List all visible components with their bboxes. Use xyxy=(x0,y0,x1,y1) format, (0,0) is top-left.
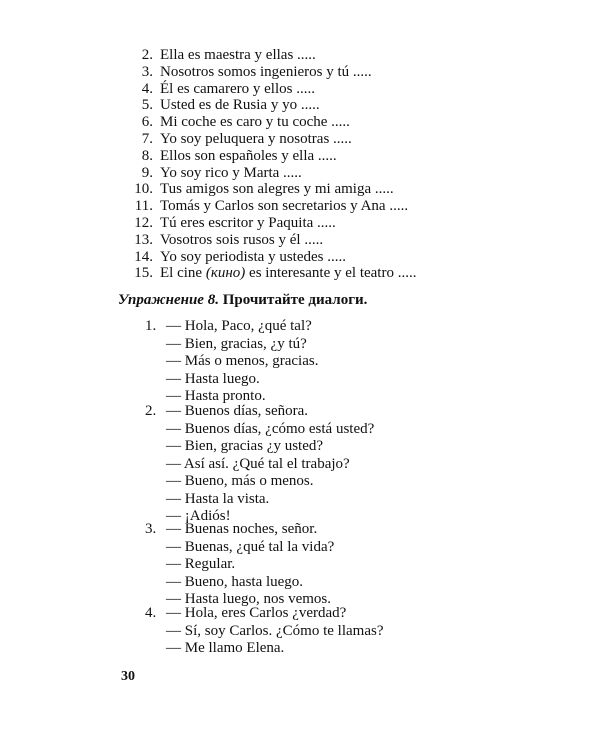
exercise-instruction: Прочитайте диалоги. xyxy=(222,292,368,308)
dialog-line: — Bueno, hasta luego. xyxy=(166,573,304,590)
item-number: 4. xyxy=(141,80,153,97)
item-text-gloss: (кино) xyxy=(205,265,246,282)
item-number: 6. xyxy=(141,114,153,131)
dialog-line: — Buenos días, señora. xyxy=(166,403,309,419)
dialog-line: — Buenas noches, señor. xyxy=(166,521,318,537)
item-text: Vosotros sois rusos y él ..... xyxy=(160,231,324,248)
exercise-label: Упражнение 8. xyxy=(118,292,219,308)
dialog-number: 2. xyxy=(145,403,157,419)
dialog-line: — Bien, gracias ¿y usted? xyxy=(166,438,324,454)
item-number: 5. xyxy=(141,97,153,114)
dialog-1 xyxy=(145,318,318,406)
list-item xyxy=(126,265,416,282)
item-text-before: El cine xyxy=(160,265,206,282)
dialog-4 xyxy=(145,605,383,658)
item-text: Él es camarero y ellos ..... xyxy=(160,80,315,97)
item-text: Yo soy rico y Marta ..... xyxy=(160,164,302,181)
item-number: 11. xyxy=(134,198,153,215)
dialog-line: — Hasta luego. xyxy=(166,370,260,387)
list-item xyxy=(126,114,416,131)
dialog-line: — Sí, soy Carlos. ¿Cómo te llamas? xyxy=(166,622,384,639)
item-number: 9. xyxy=(141,164,153,181)
list-item xyxy=(126,64,416,81)
item-number: 14. xyxy=(134,248,153,265)
item-number: 3. xyxy=(141,63,153,80)
dialog-line: — Bueno, más o menos. xyxy=(166,473,314,489)
item-text: Ella es maestra y ellas ..... xyxy=(160,47,316,63)
list-item xyxy=(126,232,416,249)
dialog-lines xyxy=(145,521,334,609)
item-text: Tomás y Carlos son secretarios y Ana ..... xyxy=(160,198,409,215)
dialog-line: — Hasta pronto. xyxy=(166,388,266,404)
item-text-after: es interesante y el teatro ..... xyxy=(245,265,417,282)
dialog-2 xyxy=(145,403,374,526)
item-text: Yo soy periodista y ustedes ..... xyxy=(160,248,346,265)
item-text: Yo soy peluquera y nosotras ..... xyxy=(160,130,352,147)
page-number: 30 xyxy=(121,669,135,684)
dialog-number: 4. xyxy=(145,605,157,621)
list-item xyxy=(126,81,416,98)
list-item xyxy=(126,47,416,64)
item-text: Nosotros somos ingenieros y tú ..... xyxy=(160,63,372,80)
dialog-lines xyxy=(145,318,318,406)
item-number: 13. xyxy=(134,231,153,248)
item-number: 10. xyxy=(134,181,153,198)
item-number: 12. xyxy=(134,214,153,231)
dialog-line: — Me llamo Elena. xyxy=(166,640,285,656)
dialog-line: — Bien, gracias, ¿y tú? xyxy=(166,335,307,352)
dialog-line: — Buenos días, ¿cómo está usted? xyxy=(166,420,375,437)
list-item xyxy=(126,215,416,232)
dialog-3 xyxy=(145,521,334,609)
item-text: Usted es de Rusia y yo ..... xyxy=(160,97,320,114)
dialog-line: — Hola, Paco, ¿qué tal? xyxy=(166,318,312,334)
exercise-heading xyxy=(118,292,367,309)
dialog-number: 1. xyxy=(145,318,157,334)
item-number: 2. xyxy=(141,47,153,63)
item-number: 15. xyxy=(134,265,153,282)
dialog-lines xyxy=(145,605,383,658)
list-item xyxy=(126,198,416,215)
list-item xyxy=(126,165,416,182)
dialog-line: — Hola, eres Carlos ¿verdad? xyxy=(166,605,347,621)
dialog-line: — Hasta luego, nos vemos. xyxy=(166,591,331,607)
dialog-line: — Así así. ¿Qué tal el trabajo? xyxy=(166,455,350,472)
dialog-line: — ¡Adiós! xyxy=(166,508,231,524)
dialog-line: — Más o menos, gracias. xyxy=(166,353,319,369)
item-number: 8. xyxy=(141,147,153,164)
list-item xyxy=(126,249,416,266)
list-item xyxy=(126,97,416,114)
dialog-line: — Buenas, ¿qué tal la vida? xyxy=(166,538,335,555)
item-text: Ellos son españoles y ella ..... xyxy=(160,147,337,164)
dialog-line: — Hasta la vista. xyxy=(166,490,270,507)
dialog-number: 3. xyxy=(145,521,157,537)
list-item xyxy=(126,131,416,148)
exercise-sentence-list xyxy=(126,47,416,282)
dialog-line: — Regular. xyxy=(166,556,236,572)
list-item xyxy=(126,148,416,165)
item-text: Tus amigos son alegres y mi amiga ..... xyxy=(160,181,394,198)
dialog-lines xyxy=(145,403,374,526)
item-number: 7. xyxy=(141,130,153,147)
item-text: Mi coche es caro y tu coche ..... xyxy=(160,114,350,131)
list-item xyxy=(126,181,416,198)
item-text: Tú eres escritor y Paquita ..... xyxy=(160,214,336,231)
